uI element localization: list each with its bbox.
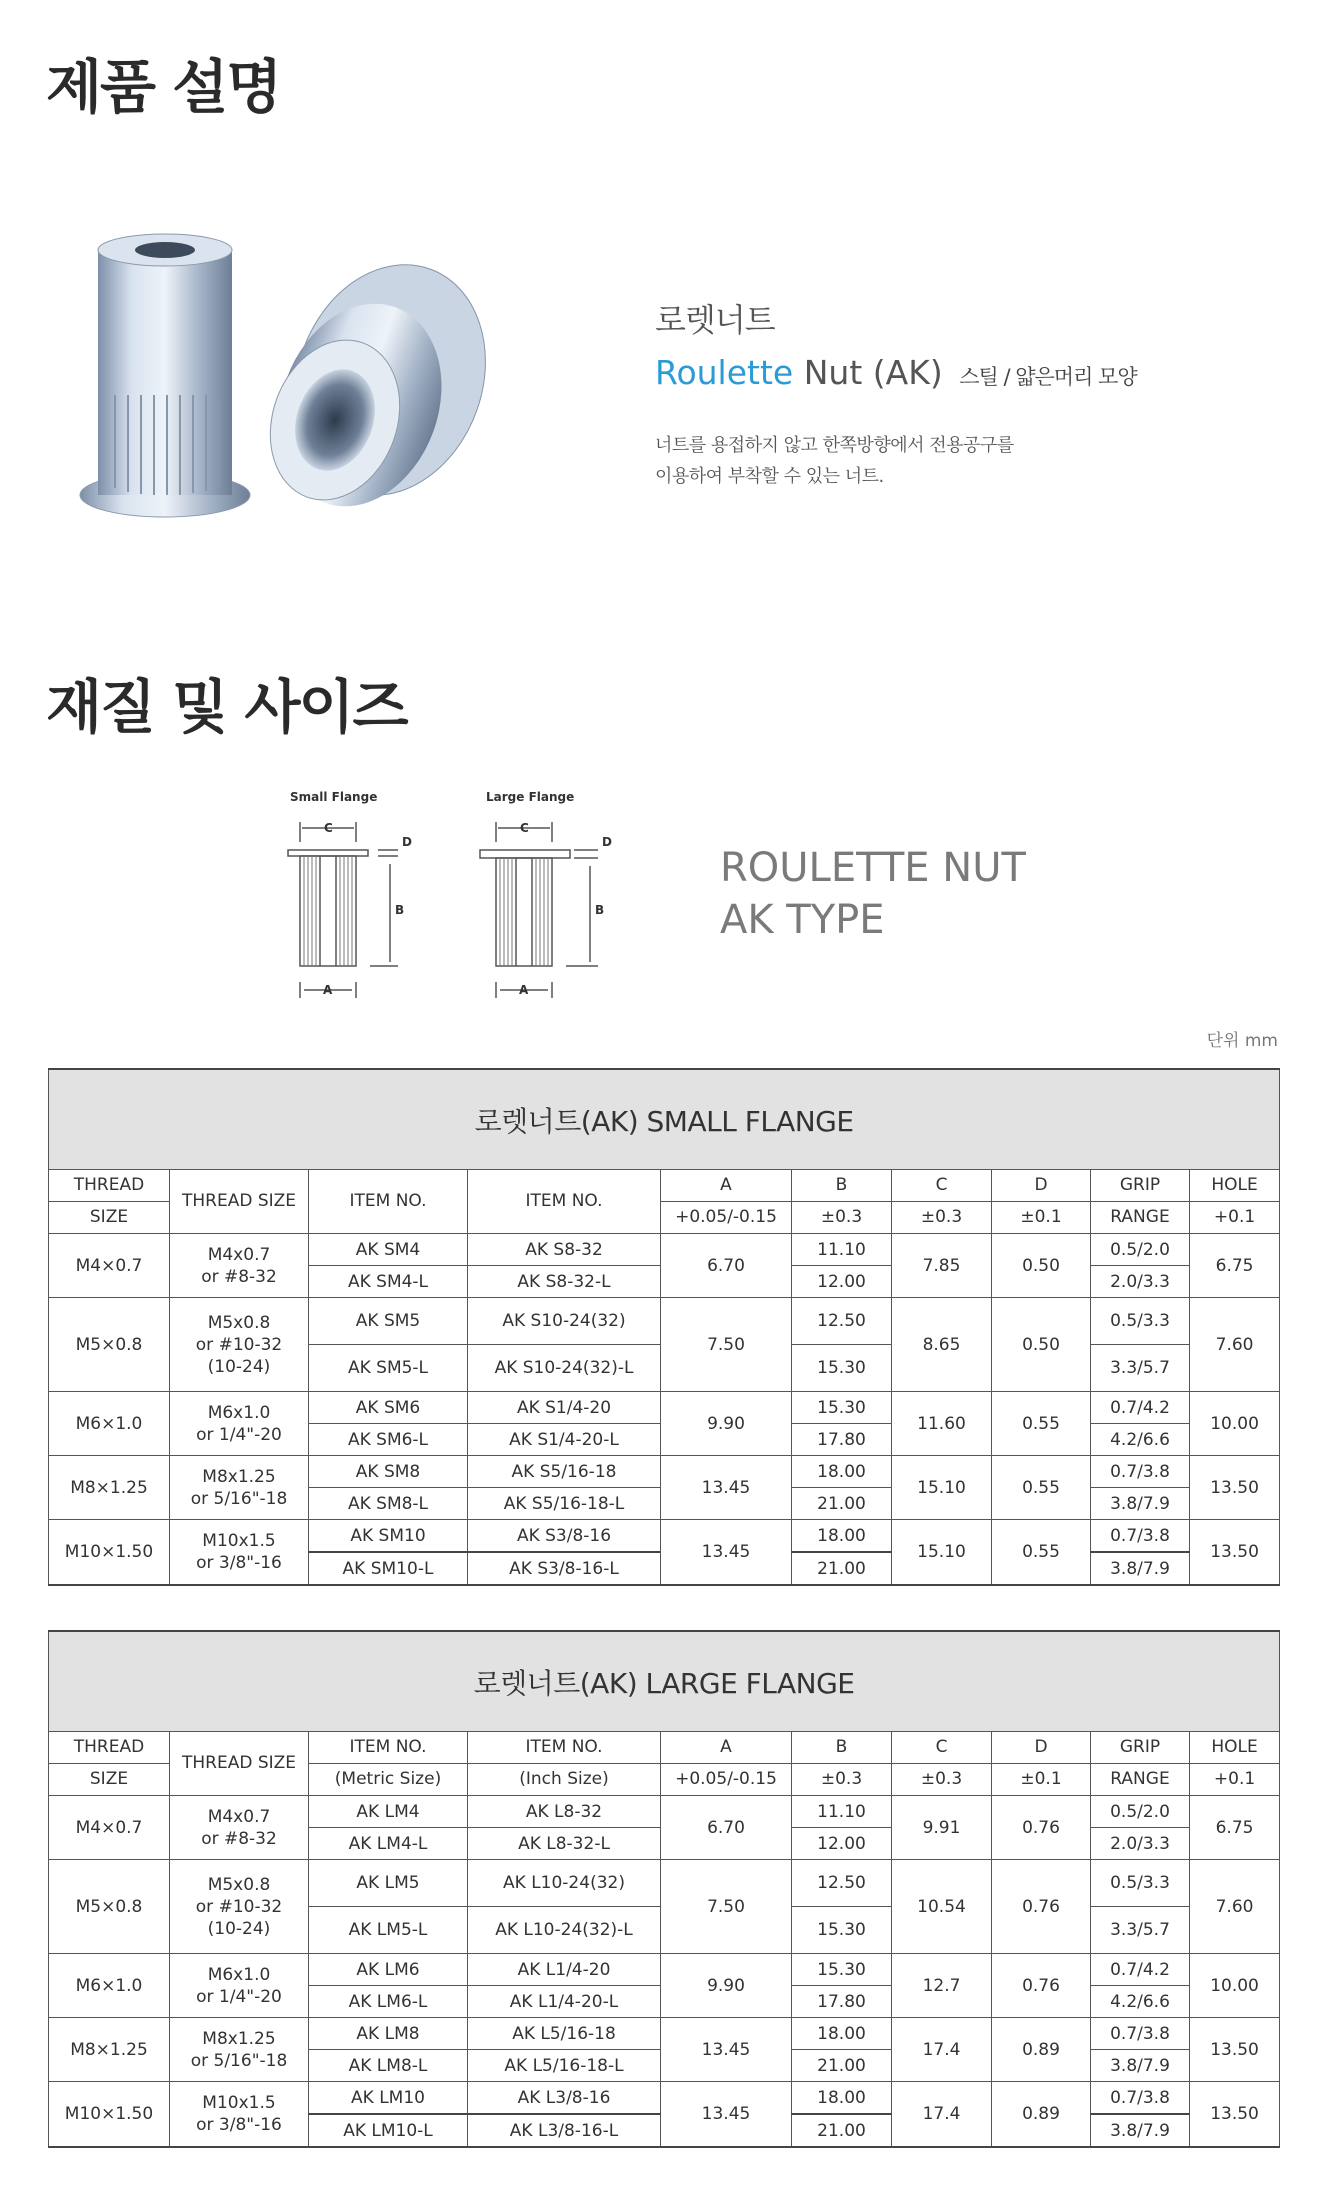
header-cell: A <box>661 1732 792 1764</box>
grip-range-cell: 0.5/3.3 <box>1091 1860 1190 1907</box>
grip-range-cell: 0.7/3.8 <box>1091 2018 1190 2050</box>
thread-size-line: M4x0.7 <box>207 1806 271 1827</box>
item-no-metric-cell: AK LM10 <box>309 2082 468 2115</box>
header-cell: (Inch Size) <box>468 1764 661 1796</box>
item-no-metric-cell: AK LM8 <box>309 2018 468 2050</box>
dim-c-cell: 9.91 <box>892 1796 992 1860</box>
header-cell: +0.05/-0.15 <box>661 1764 792 1796</box>
dim-c-cell: 7.85 <box>892 1234 992 1298</box>
dim-c-cell: 10.54 <box>892 1860 992 1954</box>
dim-b-cell: 11.10 <box>792 1234 892 1266</box>
product-name-ko: 로렛너트 <box>655 301 775 339</box>
label-d: D <box>602 835 612 849</box>
item-no-inch-cell: AK L3/8-16 <box>468 2082 661 2115</box>
header-cell: ±0.3 <box>792 1202 892 1234</box>
thread-size-cell: M10×1.50 <box>49 2082 170 2148</box>
dim-a-cell: 13.45 <box>661 1520 792 1586</box>
product-description <box>655 430 1137 492</box>
dim-d-cell: 0.76 <box>992 1860 1091 1954</box>
header-cell: ±0.3 <box>892 1764 992 1796</box>
thread-size-cell: M6×1.0 <box>49 1954 170 2018</box>
hole-cell: 7.60 <box>1190 1860 1280 1954</box>
dim-d-cell: 0.76 <box>992 1796 1091 1860</box>
item-no-metric-cell: AK SM8-L <box>309 1488 468 1520</box>
grip-range-cell: 0.7/3.8 <box>1091 2082 1190 2115</box>
grip-range-cell: 0.7/3.8 <box>1091 1456 1190 1488</box>
dim-d-cell: 0.89 <box>992 2082 1091 2148</box>
header-cell: (Metric Size) <box>309 1764 468 1796</box>
hole-cell: 6.75 <box>1190 1796 1280 1860</box>
thread-size-cell: M8×1.25 <box>49 2018 170 2082</box>
dim-a-cell: 13.45 <box>661 1456 792 1520</box>
large-flange-diagram <box>476 782 676 1012</box>
dim-a-cell: 13.45 <box>661 2018 792 2082</box>
item-no-inch-cell: AK L5/16-18-L <box>468 2050 661 2082</box>
type-line: ROULETTE NUT <box>720 845 1026 891</box>
thread-size-detail-cell <box>170 1860 309 1954</box>
label-b: B <box>595 903 605 917</box>
hole-cell: 13.50 <box>1190 2082 1280 2148</box>
large-flange-drawing <box>476 782 676 1012</box>
header-cell: SIZE <box>49 1202 170 1234</box>
thread-size-line: (10-24) <box>207 1918 271 1939</box>
product-intro <box>655 295 1137 492</box>
dim-c-cell: 8.65 <box>892 1298 992 1392</box>
header-cell: THREAD SIZE <box>170 1170 309 1234</box>
dim-b-cell: 12.50 <box>792 1860 892 1907</box>
diagram-caption: Small Flange <box>290 790 378 804</box>
type-heading <box>720 842 1026 946</box>
thread-size-cell: M4×0.7 <box>49 1796 170 1860</box>
table-row <box>49 1954 1280 1986</box>
product-name-en: Nut (AK) <box>803 353 943 392</box>
thread-size-line: M10x1.5 <box>202 2093 276 2113</box>
thread-size-line: M6x1.0 <box>207 1964 271 1985</box>
item-no-inch-cell: AK L1/4-20-L <box>468 1986 661 2018</box>
grip-range-cell: 3.8/7.9 <box>1091 2050 1190 2082</box>
item-no-inch-cell: AK S5/16-18-L <box>468 1488 661 1520</box>
grip-range-cell: 0.5/2.0 <box>1091 1796 1190 1828</box>
dim-b-cell: 12.00 <box>792 1266 892 1298</box>
grip-range-cell: 4.2/6.6 <box>1091 1424 1190 1456</box>
thread-size-cell: M4×0.7 <box>49 1234 170 1298</box>
label-c: C <box>520 821 529 835</box>
dim-b-cell: 17.80 <box>792 1424 892 1456</box>
dim-b-cell: 15.30 <box>792 1907 892 1954</box>
thread-size-line: or 3/8"-16 <box>196 1553 282 1573</box>
thread-size-line: or 1/4"-20 <box>196 1986 282 2007</box>
dim-b-cell: 17.80 <box>792 1986 892 2018</box>
header-cell: ITEM NO. <box>468 1732 661 1764</box>
dim-b-cell: 15.30 <box>792 1392 892 1424</box>
grip-range-cell: 0.7/3.8 <box>1091 1520 1190 1553</box>
dim-c-cell: 17.4 <box>892 2082 992 2148</box>
item-no-inch-cell: AK L8-32 <box>468 1796 661 1828</box>
thread-size-detail-cell <box>170 1796 309 1860</box>
table-row <box>49 2082 1280 2115</box>
dim-b-cell: 18.00 <box>792 2082 892 2115</box>
item-no-inch-cell: AK S8-32-L <box>468 1266 661 1298</box>
header-cell: GRIP <box>1091 1732 1190 1764</box>
header-cell: +0.1 <box>1190 1202 1280 1234</box>
grip-range-cell: 0.7/4.2 <box>1091 1392 1190 1424</box>
grip-range-cell: 3.8/7.9 <box>1091 1552 1190 1585</box>
grip-range-cell: 3.8/7.9 <box>1091 2114 1190 2147</box>
dim-d-cell: 0.55 <box>992 1392 1091 1456</box>
header-cell: HOLE <box>1190 1732 1280 1764</box>
dim-b-cell: 12.50 <box>792 1298 892 1345</box>
item-no-metric-cell: AK LM4-L <box>309 1828 468 1860</box>
hole-cell: 10.00 <box>1190 1392 1280 1456</box>
item-no-metric-cell: AK SM8 <box>309 1456 468 1488</box>
item-no-inch-cell: AK S1/4-20 <box>468 1392 661 1424</box>
thread-size-line: M8x1.25 <box>202 1466 276 1487</box>
dim-b-cell: 11.10 <box>792 1796 892 1828</box>
dim-d-cell: 0.76 <box>992 1954 1091 2018</box>
dim-a-cell: 6.70 <box>661 1234 792 1298</box>
header-cell: C <box>892 1170 992 1202</box>
item-no-metric-cell: AK LM5-L <box>309 1907 468 1954</box>
grip-range-cell: 0.7/4.2 <box>1091 1954 1190 1986</box>
header-cell: ITEM NO. <box>309 1170 468 1234</box>
header-cell: GRIP <box>1091 1170 1190 1202</box>
dim-b-cell: 18.00 <box>792 2018 892 2050</box>
thread-size-line: or #10-32 <box>195 1334 283 1355</box>
label-a: A <box>519 983 529 997</box>
grip-range-cell: 3.3/5.7 <box>1091 1907 1190 1954</box>
thread-size-detail-cell <box>170 1234 309 1298</box>
description-line: 이용하여 부착할 수 있는 너트. <box>655 466 884 487</box>
dim-b-cell: 12.00 <box>792 1828 892 1860</box>
item-no-metric-cell: AK LM6 <box>309 1954 468 1986</box>
diagram-caption: Large Flange <box>486 790 575 804</box>
dim-b-cell: 21.00 <box>792 2114 892 2147</box>
grip-range-cell: 2.0/3.3 <box>1091 1266 1190 1298</box>
table-row <box>49 1234 1280 1266</box>
table-row <box>49 1796 1280 1828</box>
thread-size-line: M4x0.7 <box>207 1244 271 1265</box>
header-cell: +0.1 <box>1190 1764 1280 1796</box>
product-name-line <box>655 353 1137 392</box>
header-cell: ITEM NO. <box>468 1170 661 1234</box>
dim-a-cell: 13.45 <box>661 2082 792 2148</box>
thread-size-line: or 5/16"-18 <box>190 2050 288 2071</box>
product-image <box>70 230 570 540</box>
item-no-metric-cell: AK LM6-L <box>309 1986 468 2018</box>
header-cell: HOLE <box>1190 1170 1280 1202</box>
item-no-inch-cell: AK S10-24(32) <box>468 1298 661 1345</box>
hole-cell: 13.50 <box>1190 2018 1280 2082</box>
header-cell: A <box>661 1170 792 1202</box>
hole-cell: 13.50 <box>1190 1456 1280 1520</box>
unit-label: 단위 mm <box>1206 1031 1278 1051</box>
header-cell: +0.05/-0.15 <box>661 1202 792 1234</box>
thread-size-line: M5x0.8 <box>207 1874 271 1895</box>
thread-size-cell: M5×0.8 <box>49 1860 170 1954</box>
large-flange-table <box>48 1630 1280 2148</box>
header-cell: D <box>992 1170 1091 1202</box>
thread-size-line: or #8-32 <box>201 1266 277 1287</box>
type-line: AK TYPE <box>720 897 885 943</box>
header-cell: ±0.1 <box>992 1764 1091 1796</box>
thread-size-line: or 5/16"-18 <box>190 1488 288 1509</box>
label-c: C <box>324 821 333 835</box>
thread-size-detail-cell <box>170 1456 309 1520</box>
item-no-metric-cell: AK SM6 <box>309 1392 468 1424</box>
item-no-inch-cell: AK S3/8-16-L <box>468 1552 661 1585</box>
dim-a-cell: 7.50 <box>661 1860 792 1954</box>
dim-b-cell: 18.00 <box>792 1520 892 1553</box>
dim-d-cell: 0.89 <box>992 2018 1091 2082</box>
label-d: D <box>402 835 412 849</box>
header-cell: RANGE <box>1091 1202 1190 1234</box>
dim-b-cell: 15.30 <box>792 1954 892 1986</box>
dim-c-cell: 15.10 <box>892 1520 992 1586</box>
dim-a-cell: 9.90 <box>661 1954 792 2018</box>
item-no-metric-cell: AK LM10-L <box>309 2114 468 2147</box>
item-no-inch-cell: AK L8-32-L <box>468 1828 661 1860</box>
small-flange-table <box>48 1068 1280 1586</box>
header-cell: SIZE <box>49 1764 170 1796</box>
item-no-metric-cell: AK SM6-L <box>309 1424 468 1456</box>
header-cell: ITEM NO. <box>309 1732 468 1764</box>
header-cell: C <box>892 1732 992 1764</box>
thread-size-line: or 3/8"-16 <box>196 2115 282 2135</box>
small-flange-drawing <box>280 782 480 1012</box>
thread-size-line: M8x1.25 <box>202 2028 276 2049</box>
table-caption: 로렛너트(AK) LARGE FLANGE <box>49 1631 1280 1732</box>
dim-b-cell: 15.30 <box>792 1345 892 1392</box>
thread-size-line: M10x1.5 <box>202 1531 276 1551</box>
header-cell: B <box>792 1732 892 1764</box>
dim-c-cell: 11.60 <box>892 1392 992 1456</box>
thread-size-line: (10-24) <box>207 1356 271 1377</box>
dim-c-cell: 17.4 <box>892 2018 992 2082</box>
item-no-inch-cell: AK L5/16-18 <box>468 2018 661 2050</box>
thread-size-cell: M5×0.8 <box>49 1298 170 1392</box>
thread-size-line: or 1/4"-20 <box>196 1424 282 1445</box>
item-no-metric-cell: AK LM4 <box>309 1796 468 1828</box>
small-flange-diagram <box>280 782 480 1012</box>
item-no-metric-cell: AK SM10-L <box>309 1552 468 1585</box>
thread-size-cell: M8×1.25 <box>49 1456 170 1520</box>
grip-range-cell: 3.8/7.9 <box>1091 1488 1190 1520</box>
item-no-metric-cell: AK SM4 <box>309 1234 468 1266</box>
dim-d-cell: 0.55 <box>992 1456 1091 1520</box>
dim-c-cell: 15.10 <box>892 1456 992 1520</box>
item-no-metric-cell: AK SM5 <box>309 1298 468 1345</box>
product-name-en-highlight: Roulette <box>655 353 794 392</box>
hole-cell: 13.50 <box>1190 1520 1280 1586</box>
thread-size-line: or #10-32 <box>195 1896 283 1917</box>
header-cell: D <box>992 1732 1091 1764</box>
dim-b-cell: 21.00 <box>792 1552 892 1585</box>
label-b: B <box>395 903 405 917</box>
dim-c-cell: 12.7 <box>892 1954 992 2018</box>
table-row <box>49 1860 1280 1907</box>
product-spec: 스틸 / 얇은머리 모양 <box>959 365 1137 389</box>
dim-b-cell: 18.00 <box>792 1456 892 1488</box>
grip-range-cell: 0.5/3.3 <box>1091 1298 1190 1345</box>
item-no-inch-cell: AK S8-32 <box>468 1234 661 1266</box>
dim-b-cell: 21.00 <box>792 1488 892 1520</box>
thread-size-cell: M6×1.0 <box>49 1392 170 1456</box>
thread-size-detail-cell <box>170 1392 309 1456</box>
table-row <box>49 1520 1280 1553</box>
grip-range-cell: 2.0/3.3 <box>1091 1828 1190 1860</box>
dim-b-cell: 21.00 <box>792 2050 892 2082</box>
item-no-metric-cell: AK SM4-L <box>309 1266 468 1298</box>
item-no-inch-cell: AK S5/16-18 <box>468 1456 661 1488</box>
header-cell: THREAD <box>49 1170 170 1202</box>
item-no-metric-cell: AK SM5-L <box>309 1345 468 1392</box>
hole-cell: 10.00 <box>1190 1954 1280 2018</box>
thread-size-detail-cell <box>170 1520 309 1586</box>
dim-d-cell: 0.50 <box>992 1234 1091 1298</box>
thread-size-line: M5x0.8 <box>207 1312 271 1333</box>
thread-size-detail-cell <box>170 2018 309 2082</box>
header-cell: THREAD SIZE <box>170 1732 309 1796</box>
table-row <box>49 1456 1280 1488</box>
thread-size-detail-cell <box>170 2082 309 2148</box>
label-a: A <box>323 983 333 997</box>
item-no-inch-cell: AK S1/4-20-L <box>468 1424 661 1456</box>
header-cell: ±0.3 <box>792 1764 892 1796</box>
item-no-metric-cell: AK LM8-L <box>309 2050 468 2082</box>
header-cell: THREAD <box>49 1732 170 1764</box>
item-no-inch-cell: AK S3/8-16 <box>468 1520 661 1553</box>
thread-size-detail-cell <box>170 1954 309 2018</box>
thread-size-line: or #8-32 <box>201 1828 277 1849</box>
section-title-material-size: 재질 및 사이즈 <box>46 673 407 741</box>
hole-cell: 7.60 <box>1190 1298 1280 1392</box>
header-cell: RANGE <box>1091 1764 1190 1796</box>
dim-a-cell: 9.90 <box>661 1392 792 1456</box>
thread-size-detail-cell <box>170 1298 309 1392</box>
table-row <box>49 1298 1280 1345</box>
item-no-inch-cell: AK L3/8-16-L <box>468 2114 661 2147</box>
section-title-description: 제품 설명 <box>46 53 281 121</box>
dim-a-cell: 7.50 <box>661 1298 792 1392</box>
thread-size-cell: M10×1.50 <box>49 1520 170 1586</box>
description-line: 너트를 용접하지 않고 한쪽방향에서 전용공구를 <box>655 435 1014 456</box>
table-caption: 로렛너트(AK) SMALL FLANGE <box>49 1069 1280 1170</box>
item-no-inch-cell: AK L10-24(32) <box>468 1860 661 1907</box>
thread-size-line: M6x1.0 <box>207 1402 271 1423</box>
item-no-metric-cell: AK LM5 <box>309 1860 468 1907</box>
dim-d-cell: 0.50 <box>992 1298 1091 1392</box>
table-row <box>49 1392 1280 1424</box>
grip-range-cell: 3.3/5.7 <box>1091 1345 1190 1392</box>
dim-d-cell: 0.55 <box>992 1520 1091 1586</box>
grip-range-cell: 4.2/6.6 <box>1091 1986 1190 2018</box>
header-cell: ±0.1 <box>992 1202 1091 1234</box>
item-no-inch-cell: AK S10-24(32)-L <box>468 1345 661 1392</box>
item-no-inch-cell: AK L1/4-20 <box>468 1954 661 1986</box>
header-cell: ±0.3 <box>892 1202 992 1234</box>
hole-cell: 6.75 <box>1190 1234 1280 1298</box>
item-no-metric-cell: AK SM10 <box>309 1520 468 1553</box>
item-no-inch-cell: AK L10-24(32)-L <box>468 1907 661 1954</box>
header-cell: B <box>792 1170 892 1202</box>
dim-a-cell: 6.70 <box>661 1796 792 1860</box>
table-row <box>49 2018 1280 2050</box>
grip-range-cell: 0.5/2.0 <box>1091 1234 1190 1266</box>
